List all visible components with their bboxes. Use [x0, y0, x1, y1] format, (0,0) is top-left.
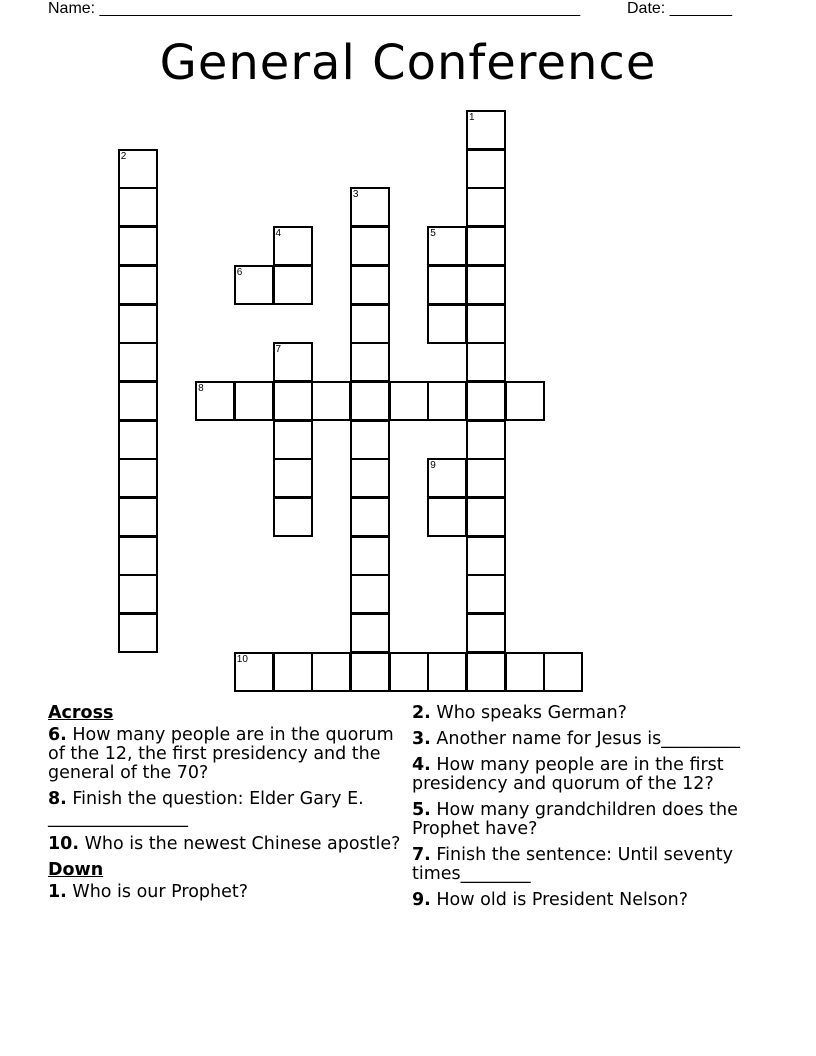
grid-cell[interactable] — [466, 458, 506, 498]
clue-number: 5. — [412, 800, 431, 820]
clue-number: 10. — [48, 834, 80, 854]
grid-cell[interactable] — [350, 187, 390, 227]
grid-cell[interactable] — [311, 381, 351, 421]
grid-cell[interactable] — [118, 226, 158, 266]
grid-cell[interactable] — [350, 613, 390, 653]
clue-text: Who is the newest Chinese apostle? — [79, 834, 401, 854]
clue-text: Another name for Jesus is_________ — [430, 729, 741, 749]
clue-text: Who is our Prophet? — [66, 882, 249, 902]
grid-cell[interactable] — [466, 110, 506, 150]
grid-cell[interactable] — [273, 226, 313, 266]
grid-cell[interactable] — [350, 265, 390, 305]
grid-cell[interactable] — [350, 381, 390, 421]
clue-text: How many people are in the quorum of the 12, the first presidency and the general of the 70? — [48, 725, 394, 783]
grid-cell[interactable] — [350, 304, 390, 344]
clue-number: 9. — [412, 890, 431, 910]
grid-cell[interactable] — [273, 497, 313, 537]
grid-cell[interactable] — [350, 458, 390, 498]
clue-item — [48, 790, 408, 828]
grid-cell[interactable] — [273, 652, 313, 692]
grid-cell[interactable] — [234, 381, 274, 421]
clue-item — [412, 846, 782, 884]
clue-text: Finish the question: Elder Gary E. ________________ — [48, 789, 364, 828]
grid-cell[interactable] — [118, 381, 158, 421]
grid-cell[interactable] — [350, 536, 390, 576]
clue-column-left — [48, 704, 408, 909]
date-field-label: Date: _______ — [627, 0, 732, 17]
grid-cell[interactable] — [118, 304, 158, 344]
grid-cell[interactable] — [350, 497, 390, 537]
grid-cell[interactable] — [118, 497, 158, 537]
grid-cell[interactable] — [118, 420, 158, 460]
grid-cell[interactable] — [466, 652, 506, 692]
grid-cell[interactable] — [350, 574, 390, 614]
grid-cell[interactable] — [234, 265, 274, 305]
clue-item — [48, 835, 408, 854]
grid-cell[interactable] — [195, 381, 235, 421]
grid-cell[interactable] — [466, 187, 506, 227]
clue-text: Who speaks German? — [430, 703, 627, 723]
cell-number: 6 — [236, 266, 243, 278]
grid-cell[interactable] — [466, 149, 506, 189]
name-field-label: Name: ______________________________________________________ — [48, 0, 581, 17]
clue-number: 8. — [48, 789, 67, 809]
grid-cell[interactable] — [118, 265, 158, 305]
grid-cell[interactable] — [466, 574, 506, 614]
grid-cell[interactable] — [466, 613, 506, 653]
clue-item — [412, 730, 782, 749]
clue-item — [412, 704, 782, 723]
grid-cell[interactable] — [543, 652, 583, 692]
grid-cell[interactable] — [427, 304, 467, 344]
grid-cell[interactable] — [118, 536, 158, 576]
down-heading: Down — [48, 860, 104, 880]
grid-cell[interactable] — [427, 652, 467, 692]
grid-cell[interactable] — [350, 652, 390, 692]
cell-number: 9 — [430, 460, 436, 472]
clue-item — [48, 883, 408, 902]
clue-item — [412, 756, 782, 794]
clue-number: 3. — [412, 729, 431, 749]
cell-number: 4 — [275, 228, 282, 240]
grid-cell[interactable] — [311, 652, 351, 692]
grid-cell[interactable] — [466, 381, 506, 421]
clue-number: 7. — [412, 845, 431, 865]
across-heading: Across — [48, 703, 114, 723]
grid-cell[interactable] — [118, 342, 158, 382]
grid-cell[interactable] — [273, 420, 313, 460]
grid-cell[interactable] — [427, 381, 467, 421]
grid-cell[interactable] — [273, 342, 313, 382]
grid-cell[interactable] — [427, 265, 467, 305]
cell-number: 5 — [430, 228, 436, 240]
grid-cell[interactable] — [350, 342, 390, 382]
grid-cell[interactable] — [389, 652, 429, 692]
cell-number: 3 — [352, 189, 359, 201]
grid-cell[interactable] — [427, 497, 467, 537]
clue-item — [412, 891, 782, 910]
cell-number: 8 — [198, 382, 204, 394]
grid-cell[interactable] — [350, 420, 390, 460]
grid-cell[interactable] — [466, 265, 506, 305]
grid-cell[interactable] — [273, 458, 313, 498]
grid-cell[interactable] — [350, 226, 390, 266]
grid-cell[interactable] — [466, 536, 506, 576]
grid-cell[interactable] — [389, 381, 429, 421]
grid-cell[interactable] — [234, 652, 274, 692]
grid-cell[interactable] — [505, 381, 545, 421]
page-title: General Conference — [159, 35, 657, 91]
grid-cell[interactable] — [466, 497, 506, 537]
clue-text: How many grandchildren does the Prophet have? — [412, 800, 738, 839]
cell-number: 10 — [236, 653, 248, 665]
clue-item — [412, 801, 782, 839]
grid-cell[interactable] — [118, 458, 158, 498]
grid-cell[interactable] — [273, 265, 313, 305]
cell-number: 7 — [275, 344, 282, 356]
grid-cell[interactable] — [427, 226, 467, 266]
grid-cell[interactable] — [118, 574, 158, 614]
clue-column-right — [412, 704, 782, 917]
cell-number: 2 — [120, 150, 127, 162]
grid-cell[interactable] — [118, 187, 158, 227]
clue-number: 1. — [48, 882, 67, 902]
clue-number: 2. — [412, 703, 431, 723]
grid-cell[interactable] — [273, 381, 313, 421]
clue-number: 6. — [48, 725, 67, 745]
grid-cell[interactable] — [505, 652, 545, 692]
clue-number: 4. — [412, 755, 431, 775]
grid-cell[interactable] — [118, 149, 158, 189]
cell-number: 1 — [469, 112, 475, 123]
grid-cell[interactable] — [427, 458, 467, 498]
clue-text: How old is President Nelson? — [430, 890, 689, 910]
grid-cell[interactable] — [118, 613, 158, 653]
grid-cell[interactable] — [466, 420, 506, 460]
grid-cell[interactable] — [466, 342, 506, 382]
clue-text: Finish the sentence: Until seventy times________ — [412, 845, 733, 884]
clue-item — [48, 726, 408, 783]
grid-cell[interactable] — [466, 304, 506, 344]
clue-text: How many people are in the first presidency and quorum of the 12? — [412, 755, 724, 794]
grid-cell[interactable] — [466, 226, 506, 266]
